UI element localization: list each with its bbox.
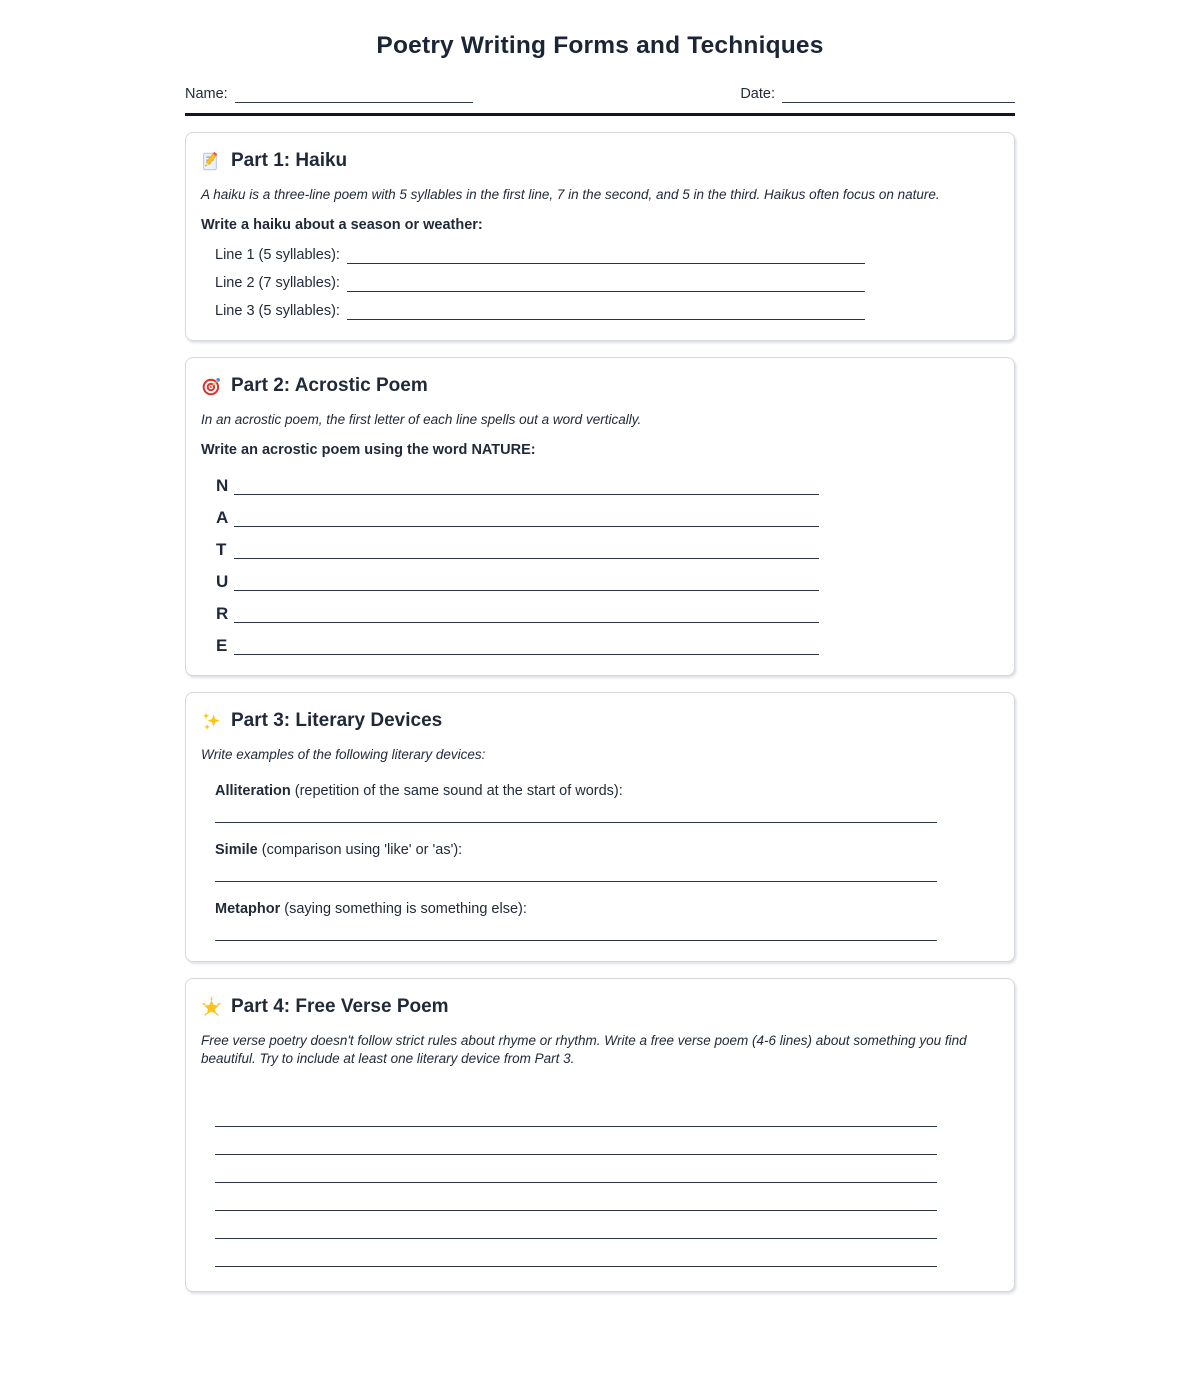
acrostic-row-r [216, 591, 999, 623]
free-verse-blank-1 [215, 1099, 937, 1127]
haiku-row-3 [215, 292, 999, 320]
section-part-3-literary-devices [185, 692, 1015, 962]
device-alliteration-blank [215, 822, 937, 823]
acrostic-blank-a [234, 510, 819, 527]
section-1-description: A haiku is a three-line poem with 5 syllables in the first line, 7 in the second, and 5 in the third. Haikus often focus on nature. [201, 187, 940, 202]
date-blank-line [782, 87, 1015, 103]
acrostic-blank-r [234, 606, 819, 623]
section-3-title: Part 3: Literary Devices [231, 710, 443, 731]
haiku-lines [215, 236, 999, 320]
device-simile-term: Simile [215, 842, 258, 858]
section-part-4-free-verse [185, 978, 1015, 1292]
name-label: Name: [185, 86, 228, 102]
acrostic-row-e [216, 623, 999, 655]
page-title: Poetry Writing Forms and Techniques [376, 32, 824, 59]
acrostic-letter-t: T [216, 540, 227, 559]
free-verse-blank-4 [215, 1183, 937, 1211]
header-divider [185, 113, 1015, 116]
acrostic-blank-u [234, 574, 819, 591]
device-simile-label [215, 841, 999, 859]
acrostic-row-u [216, 559, 999, 591]
haiku-line-3-label: Line 3 (5 syllables): [215, 303, 340, 319]
device-metaphor-blank [215, 940, 937, 941]
acrostic-row-n [216, 463, 999, 495]
free-verse-blank-2 [215, 1127, 937, 1155]
device-alliteration-term: Alliteration [215, 783, 291, 799]
haiku-line-1-label: Line 1 (5 syllables): [215, 247, 340, 263]
free-verse-blank-6 [215, 1239, 937, 1267]
section-3-description: Write examples of the following literary devices: [201, 747, 486, 762]
acrostic-letter-r: R [216, 604, 229, 623]
section-4-description: Free verse poetry doesn't follow strict rules about rhyme or rhythm. Write a free verse poem (4-6 lines) about something you find beautiful. Try to include at least one literary device from Part 3. [201, 1033, 967, 1066]
free-verse-lines [215, 1099, 999, 1267]
section-part-2-acrostic [185, 357, 1015, 676]
glowing-star-icon [201, 997, 222, 1018]
haiku-line-1-blank [347, 249, 865, 264]
device-metaphor-term: Metaphor [215, 901, 281, 917]
acrostic-letter-a: A [216, 508, 229, 527]
device-simile-definition: (comparison using 'like' or 'as'): [257, 842, 463, 858]
acrostic-row-a [216, 495, 999, 527]
date-label: Date: [740, 86, 775, 102]
section-2-title: Part 2: Acrostic Poem [231, 375, 428, 396]
acrostic-blank-t [234, 542, 819, 559]
literary-devices-list [215, 782, 999, 941]
sparkles-icon [201, 711, 222, 732]
worksheet-page [185, 0, 1015, 1292]
haiku-row-1 [215, 236, 999, 264]
section-3-heading [201, 710, 999, 732]
haiku-line-2-blank [347, 277, 865, 292]
section-1-heading [201, 150, 999, 172]
haiku-row-2 [215, 264, 999, 292]
acrostic-rows [216, 463, 999, 655]
acrostic-letter-e: E [216, 636, 228, 655]
free-verse-blank-5 [215, 1211, 937, 1239]
free-verse-blank-3 [215, 1155, 937, 1183]
acrostic-blank-n [234, 478, 819, 495]
device-simile-blank [215, 881, 937, 882]
section-4-heading [201, 996, 999, 1018]
section-1-title: Part 1: Haiku [231, 150, 348, 171]
acrostic-letter-n: N [216, 476, 229, 495]
date-field [740, 86, 1015, 103]
section-1-prompt: Write a haiku about a season or weather: [201, 217, 483, 233]
acrostic-blank-e [234, 638, 819, 655]
section-2-heading [201, 375, 999, 397]
name-field [185, 86, 473, 103]
name-date-row [185, 86, 1015, 103]
device-alliteration-label [215, 782, 999, 800]
section-part-1-haiku [185, 132, 1015, 341]
acrostic-row-t [216, 527, 999, 559]
target-icon [201, 376, 222, 397]
section-4-title: Part 4: Free Verse Poem [231, 996, 449, 1017]
memo-icon [201, 151, 222, 172]
haiku-line-3-blank [347, 305, 865, 320]
section-2-prompt: Write an acrostic poem using the word NATURE: [201, 442, 536, 458]
device-alliteration-definition: (repetition of the same sound at the start of words): [290, 783, 623, 799]
device-metaphor-definition: (saying something is something else): [280, 901, 527, 917]
section-2-description: In an acrostic poem, the first letter of each line spells out a word vertically. [201, 412, 642, 427]
device-metaphor-label [215, 900, 999, 918]
name-blank-line [235, 87, 473, 103]
acrostic-letter-u: U [216, 572, 229, 591]
haiku-line-2-label: Line 2 (7 syllables): [215, 275, 340, 291]
